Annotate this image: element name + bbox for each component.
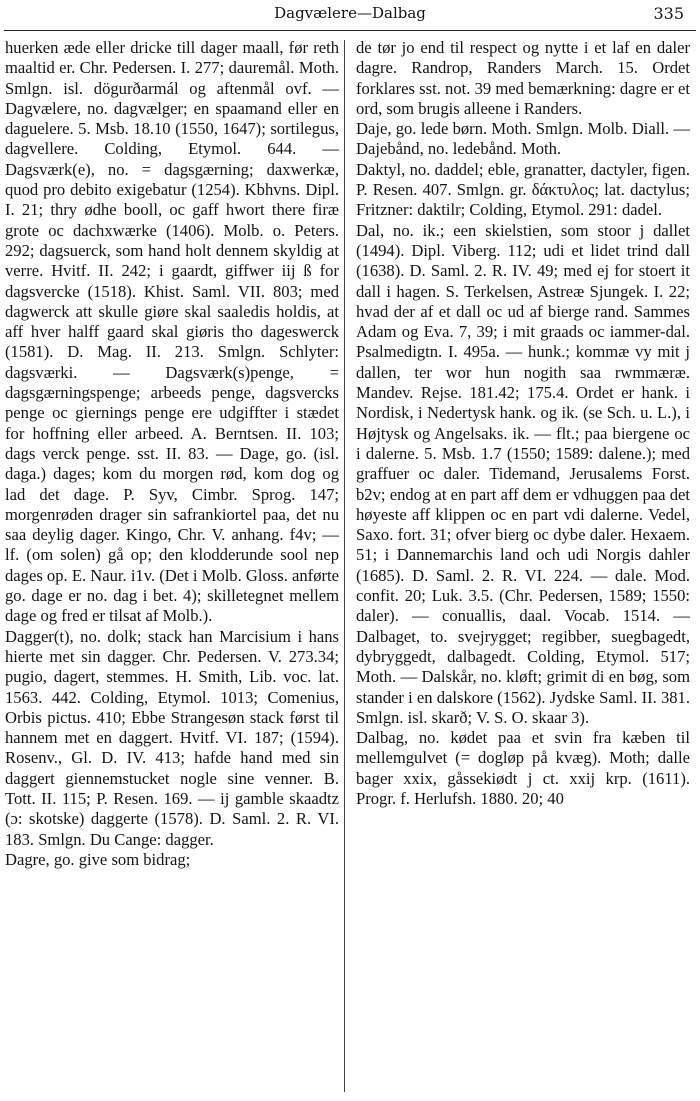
entry-paragraph: huerken æde eller dricke till dager maall, før reth maaltid er. Chr. Pedersen. I. 277; dauremål. Moth. Smlgn. isl. dögurðarmál og aftenmål ovf. — Dagvælere, no. dagvælger; en spaamand eller en daguelere. 5. Msb. 18.10 (1550, 1647); sortilegus, dagvellere. Colding, Etymol. 644. — Dagsværk(e), no. = dagsgærning; daxwerkæ, quod pro debito exigebatur (1254). Kbhvns. Dipl. I. 21; thry ødhe booll, oc gaff hwort there firæ grote oc dachxwærke (1406). Molb. o. Peters. 292; dagsuerck, som hand holt dennem skyldig at verre. Hvitf. II. 242; i gaardt, giffwer iij ß for dagsvercke (1518). Khist. Saml. VII. 803; med dagwerck att skulle giøre skal saaledis holdis, at aff hver halff gaard skal giøris tho dageswerck (1581). D. Mag. II. 213. Smlgn. Schlyter: dagsværki. — Dagsværk(s)penge, = dagsgærningspenge; arbeeds penge, dagsvercks penge oc giernings penge ere udgiffter i stædet for hoffning eller arbeed. A. Berntsen. II. 103; dags verck penge. sst. II. 83. — Dage, go. (isl. daga.) dages; kom du morgen rød, kom dog og lad det dage. P. Syv, Cimbr. Sprog. 147; morgenrøden drager sin safrankiortel paa, det nu saa deylig dager. Kingo, Chr. V. anhang. f4v; — lf. (om solen) gå op; den klodderunde sool nep dages op. E. Naur. i1v. (Det i Molb. Gloss. anførte go. dage er no. dag i bet. 4); skilletegnet mellem dage og fred er tilsat af Molb.). <box>5 38 339 626</box>
right-column <box>356 38 690 809</box>
entry-paragraph: de tør jo end til respect og nytte i et laf en daler dagre. Randrop, Randers March. 15. Ordet forklares sst. not. 39 med bemærkning: dagre er et ord, som brugis alleene i Randers. <box>356 38 690 118</box>
entry-paragraph: Daje, go. lede børn. Moth. Smlgn. Molb. Diall. — Dajebånd, no. ledebånd. Moth. <box>356 119 690 159</box>
column-divider <box>344 40 345 1092</box>
header-rule <box>4 30 696 31</box>
running-title: Dagvælere—Dalbag <box>274 4 426 22</box>
entry-paragraph: Dalbag, no. kødet paa et svin fra kæben til mellemgulvet (= dogløp på kvæg). Moth; dalle bager xxix, gåssekiødt j ct. xxij krp. (1611). Progr. f. Herlufsh. 1880. 20; 40 <box>356 728 690 808</box>
entry-paragraph: Dagger(t), no. dolk; stack han Marcisium i hans hierte met sin dagger. Chr. Pedersen. V. 273.34; pugio, dagert, stemmes. H. Smith, Lib. voc. lat. 1563. 442. Colding, Etymol. 1013; Comenius, Orbis pictus. 410; Ebbe Strangesøn stack først til hannem met en daggert. Hvitf. VI. 187; (1594). Rosenv., Gl. D. IV. 413; hafde hand med sin daggert giennemstucket nogle sine venner. B. Tott. II. 115; P. Resen. 169. — ij gamble skaadtz (ɔ: skotske) daggerte (1578). D. Saml. 2. R. VI. 183. Smlgn. Du Cange: dagger. <box>5 626 339 849</box>
entry-paragraph: Dagre, go. give som bidrag; <box>5 849 191 869</box>
entry-paragraph: Dal, no. ik.; een skielstien, som stoor j dallet (1494). Dipl. Viberg. 112; udi et lidet trind dall (1638). D. Saml. 2. R. IV. 49; med ej for stoert it dall i hagen. S. Terkelsen, Astreæ Sjungek. I. 22; hvad der af et dall oc ud af bierge rand. Sammes Adam og Eva. 7, 39; i mit graads oc iammer-dal. Psalmedigtn. I. 495a. — hunk.; kommæ vy mit j dallen, ter wor hun nogith saa rwmmæræ. Mandev. Rejse. 181.42; 175.4. Ordet er hank. i Nordisk, i Nedertysk hank. og ik. (se Sch. u. L.), i Højtysk og Angelsaks. ik. — flt.; paa biergene oc i dalerne. 5. Msb. 1.7 (1550; 1589: dalene.); med graffuer oc daler. Tidemand, Jerusalems Forst. b2v; endog at en part aff dem er vdhuggen paa det høyeste aff klippen oc en part vdi dalerne. Vedel, Saxo. fort. 31; ofver bierg oc dybe daler. Hexaem. 51; i Dannemarchis land och udi Norgis dahler (1685). D. Saml. 2. R. VI. 224. — dale. Mod. confit. 20; Luk. 3.5. (Chr. Pedersen, 1589; 1550: daler). — conuallis, daal. Vocab. 1514. — Dalbaget, to. svejrygget; regibber, suegbagedt, dybryggedt, dalbagedt. Colding, Etymol. 517; Moth. — Dalskår, no. kløft; grimit di en bøg, som stander i en dalskore (1562). Jydske Saml. II. 381. Smlgn. isl. skarð; V. S. O. skaar 3). <box>356 220 690 727</box>
page-number: 335 <box>653 4 684 23</box>
entry-paragraph: Daktyl, no. daddel; eble, granatter, dactyler, figen. P. Resen. 407. Smlgn. gr. δάκτυλος; lat. dactylus; Fritzner: daktilr; Colding, Etymol. 291: dadel. <box>356 159 690 220</box>
left-column <box>5 38 339 870</box>
running-head <box>10 4 690 26</box>
